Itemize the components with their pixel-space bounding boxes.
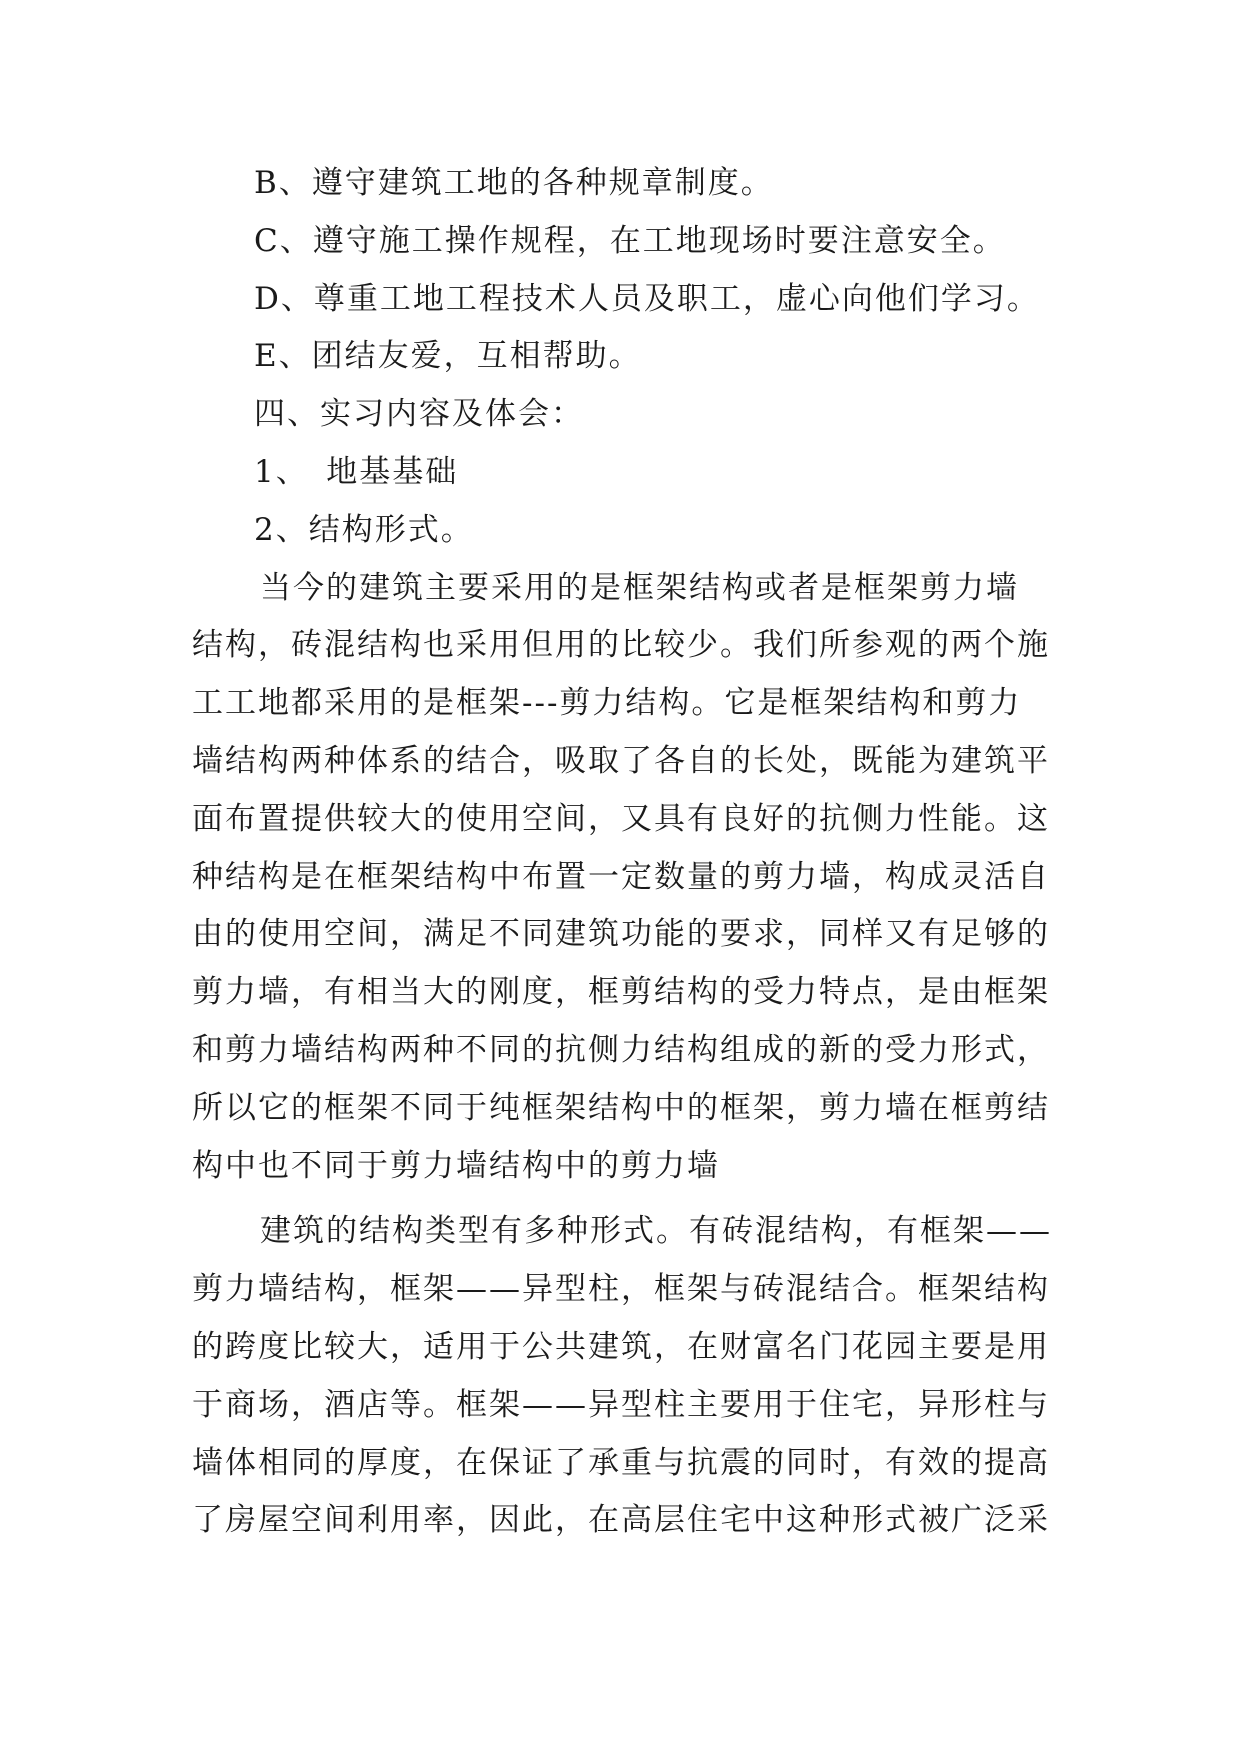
paragraph-structure-types [192,560,1052,1196]
paragraph-line: 种结构是在框架结构中布置一定数量的剪力墙，构成灵活自 [192,858,1050,895]
paragraph-spacer [192,1195,1052,1203]
paragraph-line: 工工地都采用的是框架---剪力结构。它是框架结构和剪力 [192,685,1022,722]
paragraph-line: 构中也不同于剪力墙结构中的剪力墙 [192,1147,720,1184]
paragraph-line: 由的使用空间，满足不同建筑功能的要求，同样又有足够的 [192,916,1050,953]
paragraph-line: 剪力墙，有相当大的刚度，框剪结构的受力特点，是由框架 [192,974,1050,1011]
paragraph-line: 了房屋空间利用率，因此，在高层住宅中这种形式被广泛采 [192,1502,1050,1539]
paragraph-line: 面布置提供较大的使用空间，又具有良好的抗侧力性能。这 [192,800,1050,837]
paragraph-line: 的跨度比较大，适用于公共建筑，在财富名门花园主要是用 [192,1328,1050,1365]
paragraph-line: 剪力墙结构，框架——异型柱，框架与砖混结合。框架结构 [192,1271,1050,1308]
paragraph-line: 结构，砖混结构也采用但用的比较少。我们所参观的两个施 [192,627,1050,664]
paragraph-line: 所以它的框架不同于纯框架结构中的框架，剪力墙在框剪结 [192,1089,1050,1126]
subsection-heading: 2、结构形式。 [254,511,474,548]
paragraph-line: 于商场，酒店等。框架——异型柱主要用于住宅，异形柱与 [192,1386,1050,1423]
paragraph-line: 和剪力墙结构两种不同的抗侧力结构组成的新的受力形式， [192,1031,1050,1068]
paragraph-line: 建筑的结构类型有多种形式。有砖混结构，有框架—— [260,1213,1052,1250]
paragraph-building-structures [192,1203,1052,1550]
subsection-heading: 1、 地基基础 [254,453,459,490]
document-body [192,155,1052,1550]
paragraph-line: 当今的建筑主要采用的是框架结构或者是框架剪力墙 [260,569,1019,606]
list-item: D、尊重工地工程技术人员及职工，虚心向他们学习。 [254,280,1040,317]
paragraph-line: 墙结构两种体系的结合，吸取了各自的长处，既能为建筑平 [192,742,1050,779]
paragraph-line: 墙体相同的厚度，在保证了承重与抗震的同时，有效的提高 [192,1444,1050,1481]
list-item: B、遵守建筑工地的各种规章制度。 [254,165,774,201]
list-item: C、遵守施工操作规程，在工地现场时要注意安全。 [254,222,1006,259]
section-heading: 四、实习内容及体会： [254,396,584,433]
list-item: E、团结友爱，互相帮助。 [254,338,642,375]
